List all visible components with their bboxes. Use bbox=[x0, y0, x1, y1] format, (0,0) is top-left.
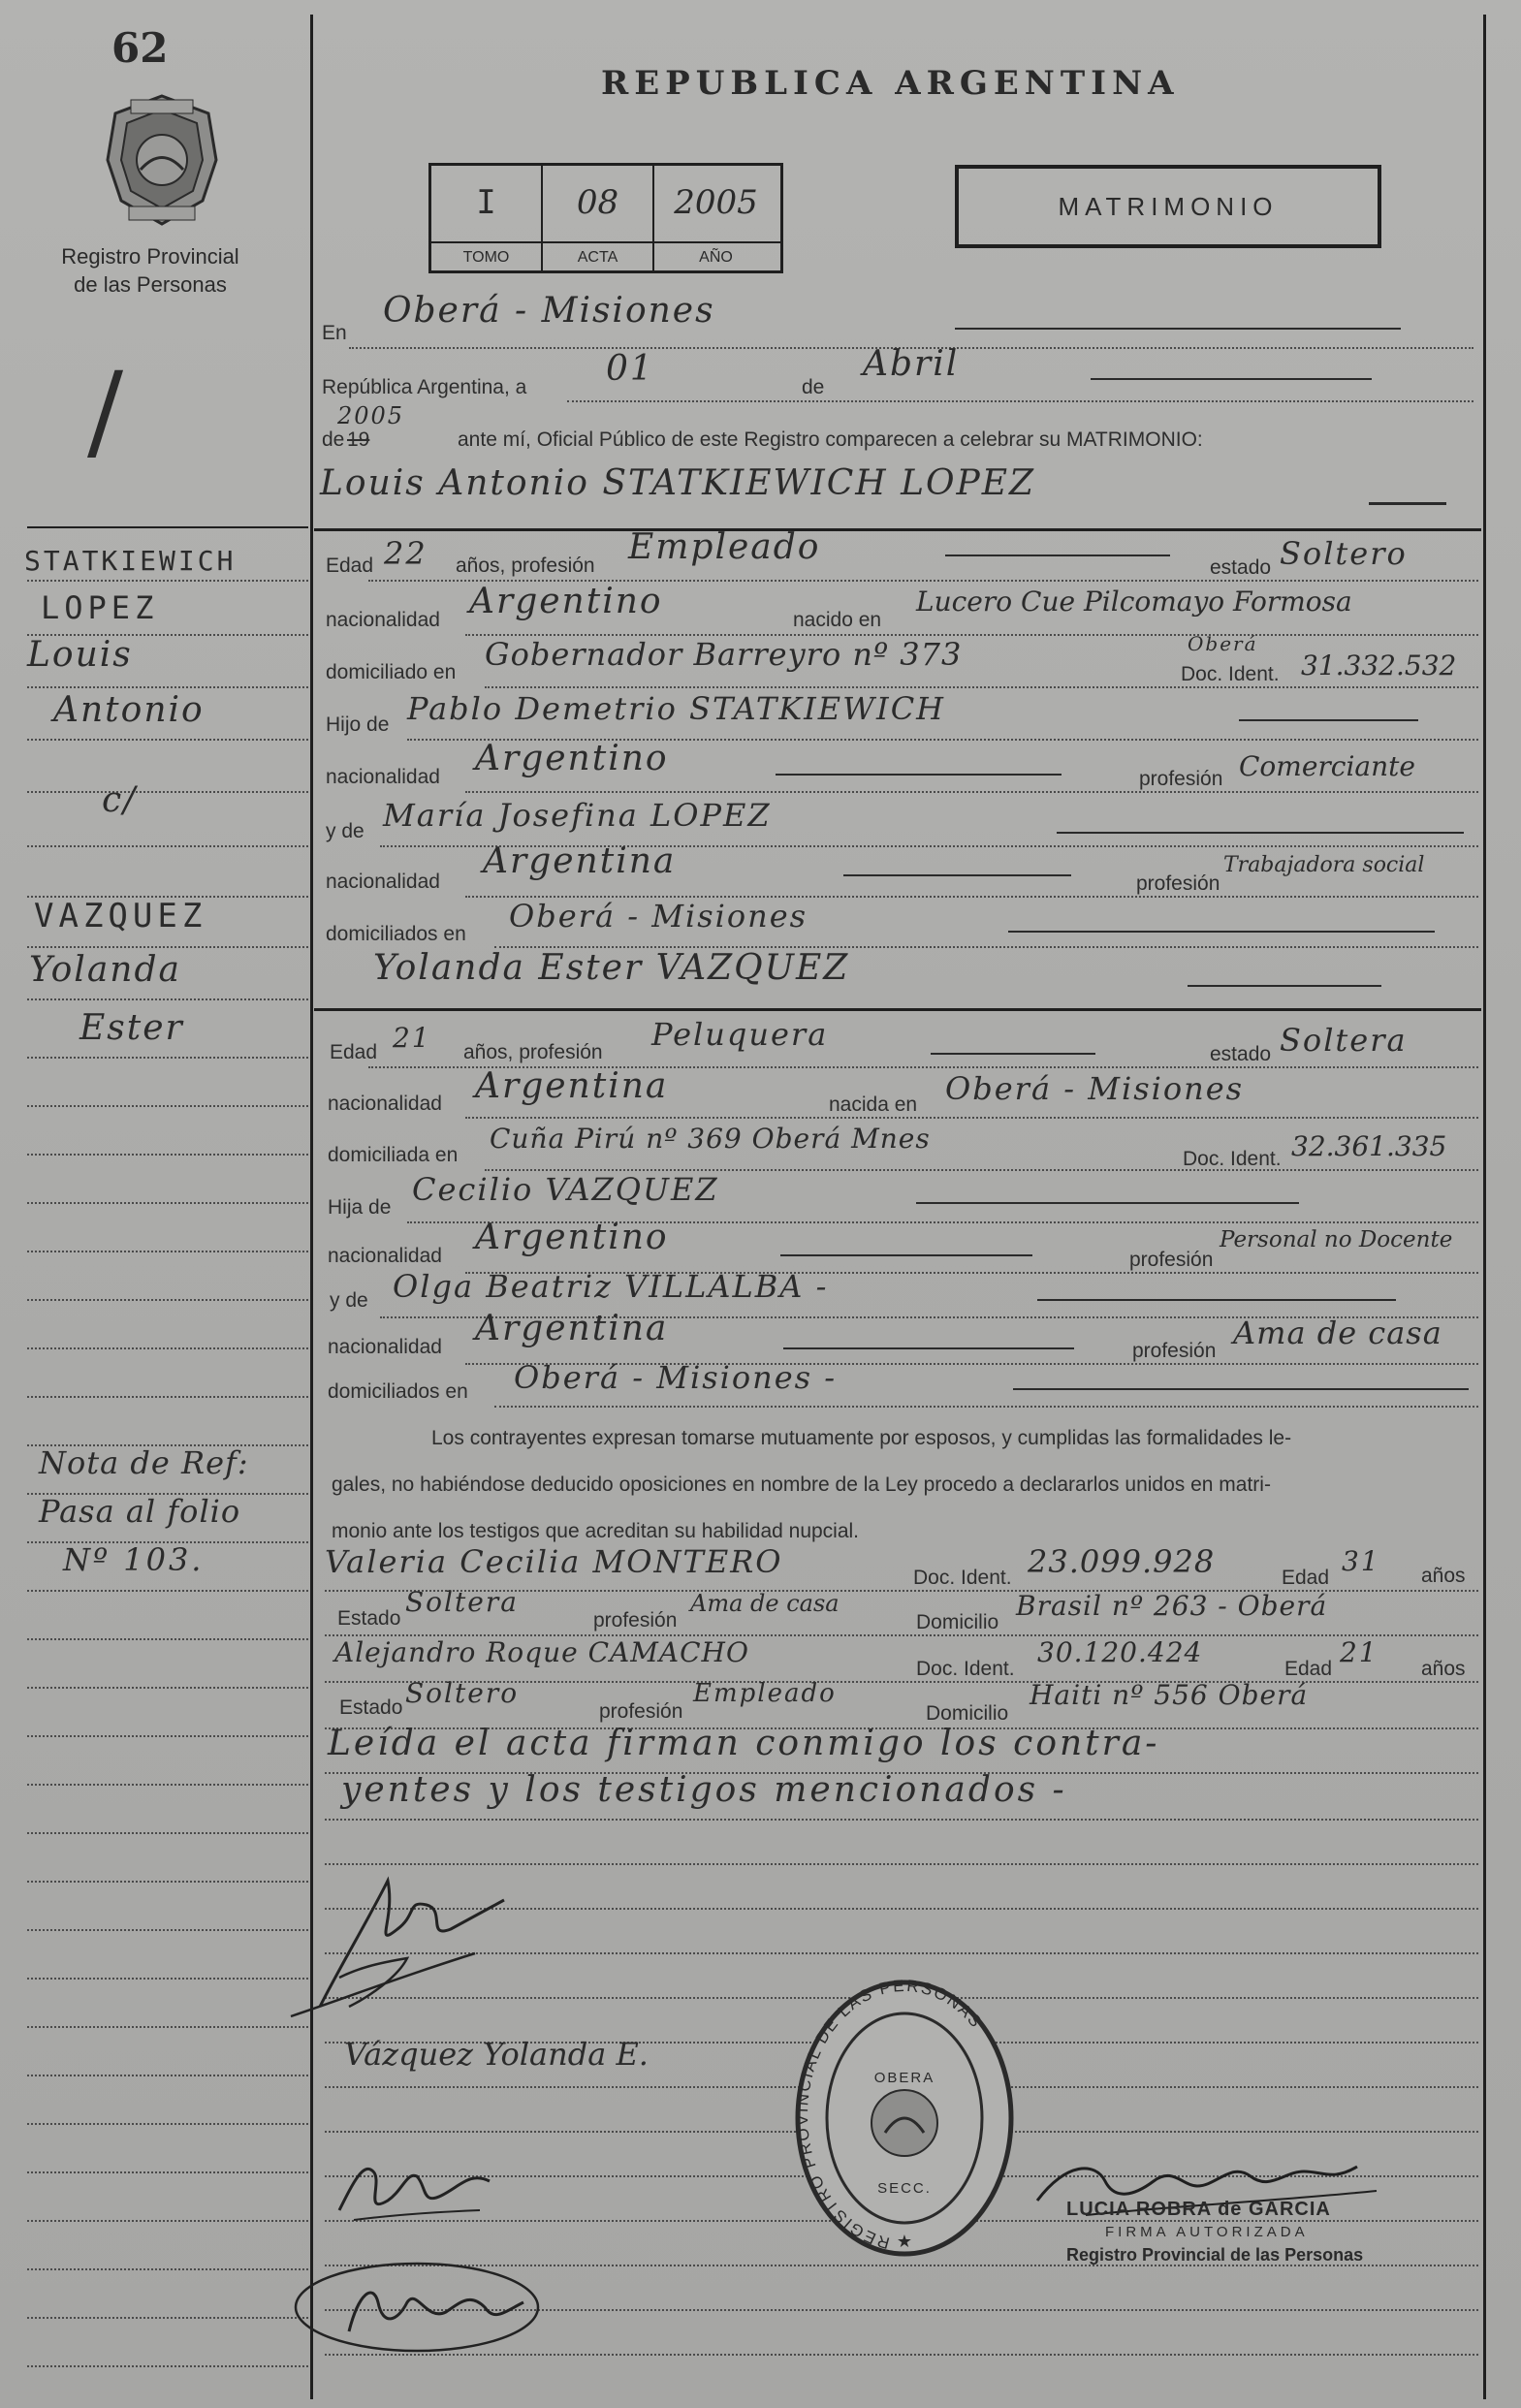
witness2-age: 21 bbox=[1340, 1636, 1378, 1668]
official-title: FIRMA AUTORIZADA bbox=[1105, 2224, 1309, 2240]
closing-line-1: Leída el acta firman conmigo los contra- bbox=[328, 1724, 1160, 1763]
groom-full-name: Louis Antonio STATKIEWICH LOPEZ bbox=[320, 463, 1036, 503]
bride-parents-dom: Oberá - Misiones - bbox=[514, 1359, 838, 1396]
groom-mother-prof-label: profesión bbox=[1136, 872, 1220, 895]
groom-hijo-label: Hijo de bbox=[326, 713, 390, 736]
month-value: Abril bbox=[863, 344, 960, 384]
witness2-status: Soltero bbox=[405, 1677, 520, 1709]
left-column-divider bbox=[310, 15, 313, 2399]
margin-bride-name-2: Ester bbox=[79, 1008, 184, 1048]
margin-note-1: Nota de Ref: bbox=[39, 1444, 249, 1481]
bride-status: Soltera bbox=[1280, 1022, 1408, 1059]
year-old-prefix: 19 bbox=[347, 428, 370, 451]
groom-signature bbox=[281, 1861, 514, 2036]
official-seal bbox=[793, 1978, 1016, 2268]
witness1-estado-label: Estado bbox=[337, 1607, 401, 1630]
seal-sub: SECC. bbox=[877, 2180, 932, 2197]
witness1-anios-label: años bbox=[1421, 1565, 1466, 1587]
witness1-address: Brasil nº 263 - Oberá bbox=[1016, 1590, 1328, 1622]
groom-nat-label: nacionalidad bbox=[326, 609, 440, 631]
bride-hija-label: Hija de bbox=[328, 1196, 392, 1219]
margin-groom-name-1: Louis bbox=[27, 635, 133, 675]
bride-address: Cuña Pirú nº 369 Oberá Mnes bbox=[490, 1123, 931, 1155]
bride-mother: Olga Beatriz VILLALBA - bbox=[393, 1268, 829, 1305]
bride-father-nat: Argentino bbox=[475, 1218, 669, 1257]
acta-cell bbox=[543, 166, 654, 270]
witness1-status: Soltera bbox=[405, 1586, 519, 1618]
declaration-line-2: gales, no habiéndose deducido oposiciones en nombre de la Ley procedo a declararlos unidos en matri- bbox=[332, 1473, 1271, 1496]
witness1-prof-label: profesión bbox=[593, 1609, 678, 1632]
de-label-1: de bbox=[802, 376, 825, 398]
margin-groom-name-2: Antonio bbox=[53, 690, 205, 730]
groom-mother-nat-label: nacionalidad bbox=[326, 871, 440, 893]
witness2-profession: Empleado bbox=[693, 1679, 837, 1708]
svg-text:★: ★ bbox=[896, 2232, 913, 2251]
registry-name bbox=[39, 242, 262, 299]
witness2-address: Haiti nº 556 Oberá bbox=[1030, 1679, 1309, 1711]
record-number-box bbox=[428, 163, 783, 273]
official-org: Registro Provincial de las Personas bbox=[1066, 2245, 1364, 2265]
groom-father: Pablo Demetrio STATKIEWICH bbox=[407, 690, 946, 727]
bride-born-label: nacida en bbox=[829, 1093, 918, 1116]
bride-doc: 32.361.335 bbox=[1291, 1130, 1447, 1162]
witness2-edad-label: Edad bbox=[1284, 1658, 1333, 1680]
bride-father-prof: Personal no Docente bbox=[1220, 1227, 1453, 1252]
witness2-prof-label: profesión bbox=[599, 1700, 683, 1723]
anio-label: AÑO bbox=[699, 249, 733, 266]
registry-line-1: Registro Provincial bbox=[61, 244, 239, 269]
groom-mother-nat: Argentina bbox=[483, 841, 677, 881]
witness1-profession: Ama de casa bbox=[690, 1590, 840, 1617]
witness1-signature bbox=[334, 2142, 528, 2230]
groom-father-prof: Comerciante bbox=[1239, 750, 1415, 782]
coat-of-arms-logo bbox=[102, 92, 223, 228]
registry-line-2: de las Personas bbox=[74, 272, 227, 297]
right-page-border bbox=[1483, 15, 1486, 2399]
bride-estado-label: estado bbox=[1210, 1043, 1272, 1065]
witness1-name: Valeria Cecilia MONTERO bbox=[325, 1543, 783, 1580]
witness2-doc: 30.120.424 bbox=[1037, 1636, 1203, 1668]
margin-groom-surname-1: STATKIEWICH bbox=[24, 545, 237, 577]
margin-bride-name-1: Yolanda bbox=[29, 950, 181, 990]
groom-address: Gobernador Barreyro nº 373 bbox=[485, 636, 963, 673]
day-value: 01 bbox=[606, 349, 654, 389]
witness1-dom-label: Domicilio bbox=[916, 1611, 999, 1633]
seal-ring-text: REGISTRO PROVINCIAL DE LAS PERSONAS bbox=[793, 1978, 987, 2253]
groom-birthplace: Lucero Cue Pilcomayo Formosa bbox=[916, 586, 1352, 618]
bride-prof-label: años, profesión bbox=[463, 1041, 603, 1063]
tomo-cell bbox=[431, 166, 543, 270]
anio-cell bbox=[654, 166, 777, 270]
margin-note-2: Pasa al folio bbox=[39, 1493, 241, 1530]
witness1-doc-label: Doc. Ident. bbox=[913, 1567, 1012, 1589]
seal-city: OBERA bbox=[873, 2070, 935, 2086]
bride-father: Cecilio VAZQUEZ bbox=[412, 1171, 719, 1208]
margin-slash-mark: / bbox=[87, 349, 126, 473]
de-label-2: de bbox=[322, 428, 345, 451]
bride-profession: Peluquera bbox=[651, 1016, 829, 1053]
tomo-value: I bbox=[476, 183, 496, 222]
witness2-estado-label: Estado bbox=[339, 1696, 403, 1719]
groom-mother-prof: Trabajadora social bbox=[1223, 853, 1425, 877]
acta-value: 08 bbox=[576, 183, 619, 222]
groom-mother: María Josefina LOPEZ bbox=[383, 797, 772, 834]
witness2-signature bbox=[291, 2254, 553, 2370]
witness2-anios-label: años bbox=[1421, 1658, 1466, 1680]
closing-line-2: yentes y los testigos mencionados - bbox=[341, 1770, 1067, 1810]
bride-mother-prof-label: profesión bbox=[1132, 1340, 1217, 1362]
groom-profession: Empleado bbox=[628, 527, 821, 567]
margin-bride-surname: VAZQUEZ bbox=[34, 897, 207, 935]
anio-value: 2005 bbox=[674, 183, 758, 222]
declaration-line-1: Los contrayentes expresan tomarse mutuamente por esposos, y cumplidas las formalidades le- bbox=[431, 1427, 1292, 1449]
bride-mother-nat: Argentina bbox=[475, 1309, 669, 1348]
margin-connector: c/ bbox=[102, 780, 138, 820]
bride-yde-label: y de bbox=[330, 1289, 368, 1312]
groom-parents-dom: Oberá - Misiones bbox=[509, 898, 808, 935]
groom-nationality: Argentino bbox=[469, 582, 663, 621]
bride-nationality: Argentina bbox=[475, 1066, 669, 1106]
groom-prof-label: años, profesión bbox=[456, 554, 595, 577]
declaration-line-3: monio ante los testigos que acreditan su habilidad nupcial. bbox=[332, 1520, 860, 1542]
bride-father-prof-label: profesión bbox=[1129, 1249, 1214, 1271]
bride-mother-prof: Ama de casa bbox=[1233, 1315, 1442, 1351]
acta-label: ACTA bbox=[577, 249, 618, 266]
bride-signature: Vázquez Yolanda E. bbox=[344, 2036, 649, 2073]
groom-doc-label: Doc. Ident. bbox=[1181, 663, 1280, 685]
groom-address-city: Oberá bbox=[1188, 632, 1258, 655]
bride-edad-label: Edad bbox=[330, 1041, 378, 1063]
official-name: LUCIA ROBRA de GARCIA bbox=[1066, 2199, 1331, 2220]
groom-yde-label: y de bbox=[326, 820, 364, 842]
bride-full-name: Yolanda Ester VAZQUEZ bbox=[373, 948, 850, 988]
tomo-label: TOMO bbox=[462, 249, 510, 266]
groom-estado-label: estado bbox=[1210, 556, 1272, 579]
bride-dom-label: domiciliada en bbox=[328, 1144, 459, 1166]
year-value: 2005 bbox=[337, 402, 405, 429]
witness2-name: Alejandro Roque CAMACHO bbox=[334, 1636, 749, 1668]
groom-status: Soltero bbox=[1280, 535, 1408, 572]
intro-text: ante mí, Oficial Público de este Registro comparecen a celebrar su MATRIMONIO: bbox=[458, 428, 1203, 451]
groom-father-prof-label: profesión bbox=[1139, 768, 1223, 790]
page-number: 62 bbox=[111, 24, 169, 72]
margin-note-3: Nº 103. bbox=[63, 1541, 205, 1578]
act-type-box bbox=[955, 165, 1381, 248]
groom-born-label: nacido en bbox=[793, 609, 882, 631]
groom-father-nat: Argentino bbox=[475, 739, 669, 778]
witness1-age: 31 bbox=[1342, 1545, 1380, 1577]
groom-parents-dom-label: domiciliados en bbox=[326, 923, 466, 945]
groom-age: 22 bbox=[384, 535, 428, 572]
en-label: En bbox=[322, 322, 347, 344]
place-value: Oberá - Misiones bbox=[383, 291, 715, 331]
witness1-doc: 23.099.928 bbox=[1028, 1543, 1216, 1580]
groom-father-nat-label: nacionalidad bbox=[326, 766, 440, 788]
witness2-dom-label: Domicilio bbox=[926, 1702, 1009, 1725]
bride-birthplace: Oberá - Misiones bbox=[945, 1070, 1245, 1107]
act-type-label: MATRIMONIO bbox=[1058, 192, 1279, 221]
bride-age: 21 bbox=[393, 1022, 431, 1054]
bride-father-nat-label: nacionalidad bbox=[328, 1245, 442, 1267]
bride-doc-label: Doc. Ident. bbox=[1183, 1148, 1282, 1170]
witness2-doc-label: Doc. Ident. bbox=[916, 1658, 1015, 1680]
witness1-edad-label: Edad bbox=[1282, 1567, 1330, 1589]
groom-dom-label: domiciliado en bbox=[326, 661, 457, 683]
bride-parents-dom-label: domiciliados en bbox=[328, 1380, 468, 1403]
groom-doc: 31.332.532 bbox=[1301, 650, 1457, 681]
republica-label: República Argentina, a bbox=[322, 376, 527, 398]
country-heading: REPUBLICA ARGENTINA bbox=[601, 64, 1180, 103]
margin-groom-surname-2: LOPEZ bbox=[41, 589, 159, 626]
groom-edad-label: Edad bbox=[326, 554, 374, 577]
bride-nat-label: nacionalidad bbox=[328, 1093, 442, 1115]
bride-mother-nat-label: nacionalidad bbox=[328, 1336, 442, 1358]
